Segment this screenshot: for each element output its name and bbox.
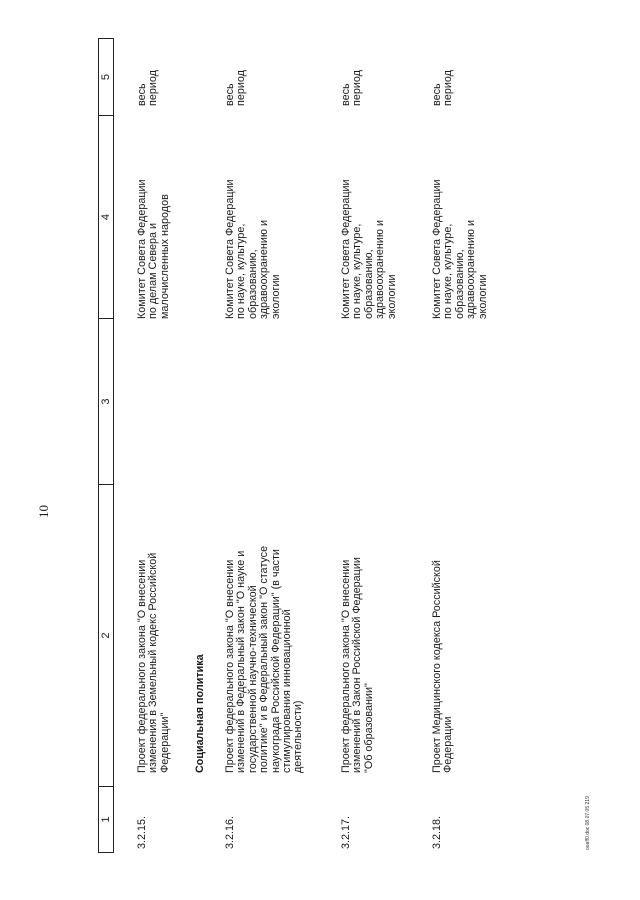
row-description: Проект федерального закона "О внесении изменений в Федеральный закон "О науке и государственной научно-технической политике" и в Федеральный закон "О статусе наукограда Российской Федерации" (в части стимулирования инновационной деятельности) [224,545,305,773]
header-col-5: 5 [100,73,112,81]
rotated-page [36,33,489,853]
header-col-4: 4 [99,115,113,318]
row-responsible: Комитет Совета Федерации по науке, культуре, образованию, здравоохранению и экологии [431,179,489,319]
page-number: 10 [36,505,51,518]
row-period: весь период [431,70,455,106]
row-responsible: Комитет Совета Федерации по науке, культуре, образованию, здравоохранению и экологии [224,179,282,319]
row-description: Проект федерального закона "О внесении изменения в Земельный кодекс Российской Федерации" [136,552,171,773]
header-col-3: 3 [99,318,113,484]
footer-code: ooaff0.doc 08.07.05 219 [585,796,591,850]
table-header [98,38,114,853]
section-heading: Социальная политика [194,654,206,773]
header-col-1: 1 [99,786,113,852]
row-number: 3.2.15. [136,815,148,849]
row-number: 3.2.17. [340,815,352,849]
row-period: весь период [224,70,248,106]
header-col-2: 2 [99,484,113,786]
row-responsible: Комитет Совета Федерации по науке, культуре, образованию, здравоохранению и экологии [340,179,398,319]
row-period: весь период [136,70,160,106]
row-number: 3.2.18. [431,815,443,849]
row-description: Проект Медицинского кодекса Российской Федерации [431,560,455,773]
row-period: весь период [340,70,364,106]
row-responsible: Комитет Совета Федерации по делам Севера и малочисленных народов [136,179,171,319]
row-description: Проект федерального закона "О внесении изменений в Закон Российской Федерации "Об образовании" [340,557,375,773]
row-number: 3.2.16. [224,815,236,849]
